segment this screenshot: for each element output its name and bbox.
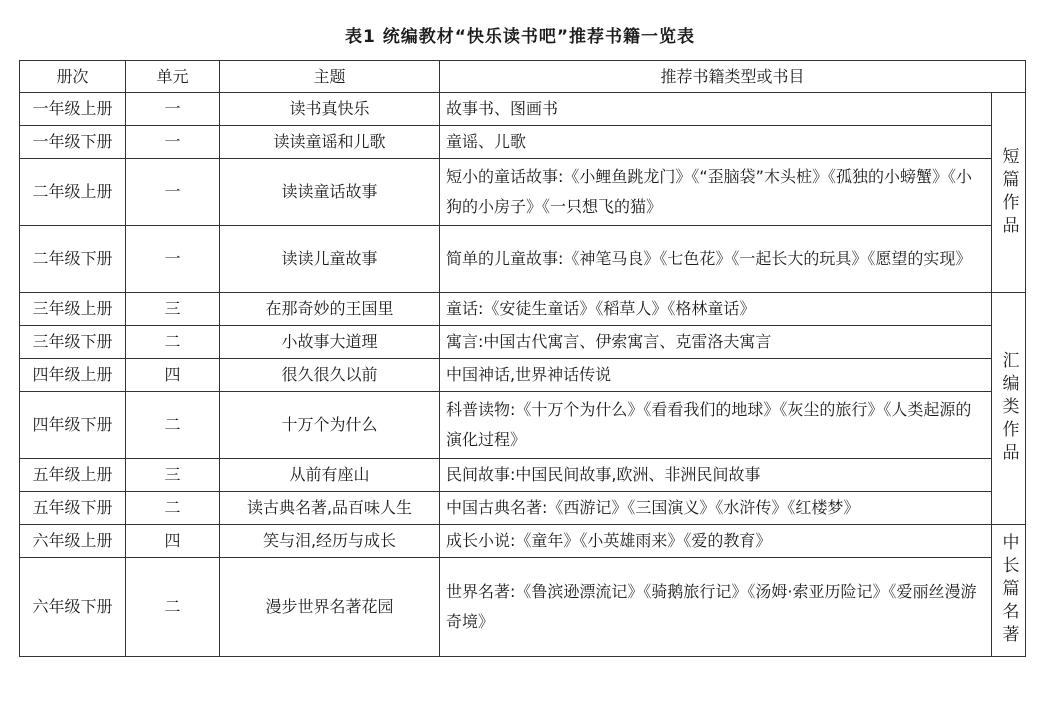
theme-cell: 从前有座山 bbox=[220, 459, 440, 492]
theme-cell: 读读童谣和儿歌 bbox=[220, 126, 440, 159]
table-row bbox=[20, 159, 1026, 226]
unit-cell: 三 bbox=[126, 293, 220, 326]
books-cell: 简单的儿童故事:《神笔马良》《七色花》《一起长大的玩具》《愿望的实现》 bbox=[440, 226, 992, 293]
theme-cell: 在那奇妙的王国里 bbox=[220, 293, 440, 326]
table-row bbox=[20, 392, 1026, 459]
theme-cell: 小故事大道理 bbox=[220, 326, 440, 359]
theme-cell: 读古典名著,品百味人生 bbox=[220, 492, 440, 525]
books-cell: 童话:《安徒生童话》《稻草人》《格林童话》 bbox=[440, 293, 992, 326]
theme-cell: 读读童话故事 bbox=[220, 159, 440, 226]
theme-cell: 读书真快乐 bbox=[220, 93, 440, 126]
books-cell: 成长小说:《童年》《小英雄雨来》《爱的教育》 bbox=[440, 525, 992, 558]
grade-cell: 五年级下册 bbox=[20, 492, 126, 525]
unit-cell: 二 bbox=[126, 492, 220, 525]
books-cell: 民间故事:中国民间故事,欧洲、非洲民间故事 bbox=[440, 459, 992, 492]
header-theme: 主题 bbox=[220, 61, 440, 93]
table-row bbox=[20, 558, 1026, 657]
header-grade: 册次 bbox=[20, 61, 126, 93]
theme-cell: 十万个为什么 bbox=[220, 392, 440, 459]
grade-cell: 四年级下册 bbox=[20, 392, 126, 459]
grade-cell: 六年级下册 bbox=[20, 558, 126, 657]
theme-cell: 读读儿童故事 bbox=[220, 226, 440, 293]
unit-cell: 四 bbox=[126, 359, 220, 392]
unit-cell: 一 bbox=[126, 226, 220, 293]
grade-cell: 一年级上册 bbox=[20, 93, 126, 126]
theme-cell: 笑与泪,经历与成长 bbox=[220, 525, 440, 558]
table-row bbox=[20, 93, 1026, 126]
category-long-classics: 中长篇名著 bbox=[992, 525, 1026, 657]
unit-cell: 二 bbox=[126, 392, 220, 459]
category-compiled-works: 汇编类作品 bbox=[992, 293, 1026, 525]
unit-cell: 二 bbox=[126, 558, 220, 657]
recommended-books-table bbox=[19, 60, 1026, 657]
header-unit: 单元 bbox=[126, 61, 220, 93]
table-row bbox=[20, 525, 1026, 558]
books-cell: 科普读物:《十万个为什么》《看看我们的地球》《灰尘的旅行》《人类起源的演化过程》 bbox=[440, 392, 992, 459]
table-caption: 表1 统编教材“快乐读书吧”推荐书籍一览表 bbox=[344, 27, 696, 47]
books-cell: 童谣、儿歌 bbox=[440, 126, 992, 159]
grade-cell: 三年级上册 bbox=[20, 293, 126, 326]
grade-cell: 二年级下册 bbox=[20, 226, 126, 293]
books-cell: 短小的童话故事:《小鲤鱼跳龙门》《“歪脑袋”木头桩》《孤独的小螃蟹》《小狗的小房子》《一只想飞的猫》 bbox=[440, 159, 992, 226]
table-row bbox=[20, 492, 1026, 525]
unit-cell: 一 bbox=[126, 159, 220, 226]
table-row bbox=[20, 126, 1026, 159]
books-cell: 故事书、图画书 bbox=[440, 93, 992, 126]
table-row bbox=[20, 226, 1026, 293]
table-row bbox=[20, 326, 1026, 359]
unit-cell: 二 bbox=[126, 326, 220, 359]
grade-cell: 二年级上册 bbox=[20, 159, 126, 226]
books-cell: 中国神话,世界神话传说 bbox=[440, 359, 992, 392]
theme-cell: 漫步世界名著花园 bbox=[220, 558, 440, 657]
unit-cell: 三 bbox=[126, 459, 220, 492]
grade-cell: 四年级上册 bbox=[20, 359, 126, 392]
table-row bbox=[20, 293, 1026, 326]
grade-cell: 五年级上册 bbox=[20, 459, 126, 492]
unit-cell: 一 bbox=[126, 126, 220, 159]
unit-cell: 一 bbox=[126, 93, 220, 126]
category-short-works: 短篇作品 bbox=[992, 93, 1026, 293]
unit-cell: 四 bbox=[126, 525, 220, 558]
books-cell: 寓言:中国古代寓言、伊索寓言、克雷洛夫寓言 bbox=[440, 326, 992, 359]
books-cell: 中国古典名著:《西游记》《三国演义》《水浒传》《红楼梦》 bbox=[440, 492, 992, 525]
theme-cell: 很久很久以前 bbox=[220, 359, 440, 392]
table-header-row bbox=[20, 61, 1026, 93]
table-row bbox=[20, 359, 1026, 392]
header-books: 推荐书籍类型或书目 bbox=[440, 61, 1026, 93]
table-row bbox=[20, 459, 1026, 492]
books-cell: 世界名著:《鲁滨逊漂流记》《骑鹅旅行记》《汤姆·索亚历险记》《爱丽丝漫游奇境》 bbox=[440, 558, 992, 657]
grade-cell: 一年级下册 bbox=[20, 126, 126, 159]
grade-cell: 六年级上册 bbox=[20, 525, 126, 558]
grade-cell: 三年级下册 bbox=[20, 326, 126, 359]
